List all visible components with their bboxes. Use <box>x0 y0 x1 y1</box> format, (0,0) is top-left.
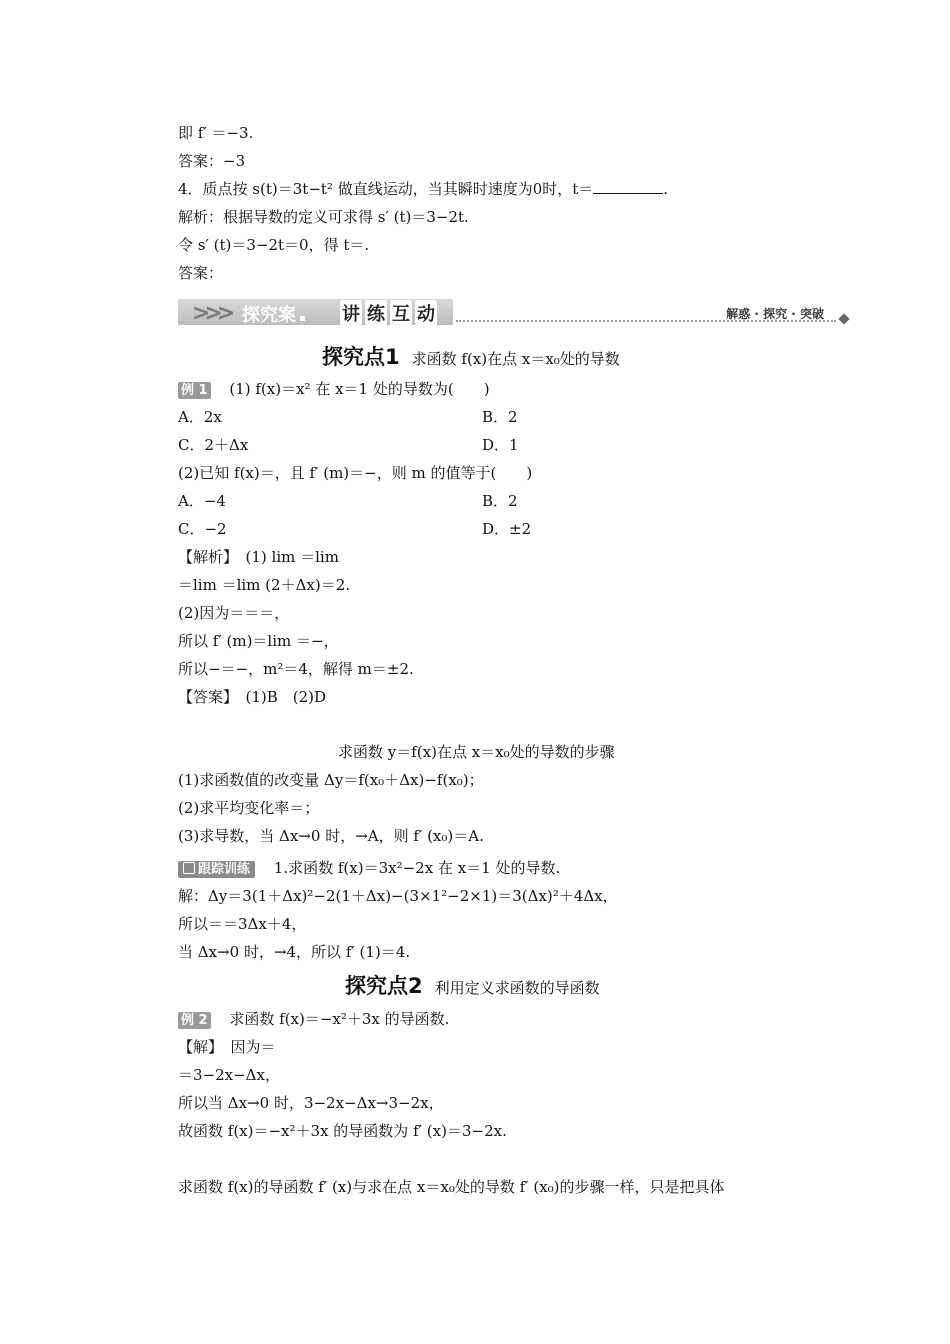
checklist-icon <box>183 862 195 874</box>
analysis-line: 解析：根据导数的定义可求得 s′ (t)＝3−2t. <box>178 208 469 226</box>
tracking-badge-text: 跟踪训练 <box>198 862 251 877</box>
analysis-line: 令 s′ (t)＝3−2t＝0，得 t＝. <box>178 236 370 254</box>
banner-subtitle <box>340 300 440 326</box>
solution-line: ＝3−2x−Δx， <box>178 1066 280 1084</box>
option-d: D．1 <box>482 436 519 454</box>
paragraph-line: 求函数 f(x)的导函数 f′ (x)与求在点 x＝x₀处的导数 f′ (x₀)的步骤一样，只是把具体 <box>178 1178 725 1196</box>
banner-title-text: 探究案 <box>242 305 296 326</box>
option-b: B．2 <box>482 492 518 510</box>
point-heading <box>322 341 620 371</box>
example-badge: 例 1 <box>178 382 211 399</box>
banner-char: 动 <box>415 300 437 326</box>
steps-title: 求函数 y＝f(x)在点 x＝x₀处的导数的步骤 <box>338 743 615 761</box>
option-a: A．−4 <box>178 492 226 510</box>
tracking-badge <box>178 861 255 878</box>
banner-char: 练 <box>365 300 387 326</box>
step-line: (2)求平均变化率＝； <box>178 799 320 817</box>
question-text: (2)已知 f(x)＝，且 f′ (m)＝−，则 m 的值等于( ) <box>178 464 533 482</box>
option-c: C．−2 <box>178 520 227 538</box>
solution-line: 所以＝＝3Δx＋4， <box>178 915 307 933</box>
option-b: B．2 <box>482 408 518 426</box>
example-badge: 例 2 <box>178 1012 211 1029</box>
chevron-icon: >>> <box>192 301 230 326</box>
question-text: (1) f(x)＝x² 在 x＝1 处的导数为( ) <box>229 380 490 398</box>
option-c: C．2＋Δx <box>178 436 249 454</box>
answer-line: 【答案】 (1)B (2)D <box>178 688 327 706</box>
banner-char: 互 <box>390 300 412 326</box>
question-4 <box>178 179 668 199</box>
text-line: 即 f′ ＝−3. <box>178 124 254 142</box>
question-4-text: 4．质点按 s(t)＝3t−t² 做直线运动，当其瞬时速度为0时，t＝ <box>178 180 594 198</box>
point-heading <box>345 970 600 1000</box>
example-1-question <box>178 379 490 399</box>
section-banner <box>178 297 850 327</box>
question-text: 1.求函数 f(x)＝3x²−2x 在 x＝1 处的导数. <box>273 859 561 877</box>
solution-line: 当 Δx→0 时，→4，所以 f′ (1)＝4. <box>178 943 411 961</box>
banner-title <box>242 301 306 327</box>
solution-line: ＝lim ＝lim (2＋Δx)＝2. <box>178 576 351 594</box>
answer-line: 答案： <box>178 264 224 282</box>
option-a: A．2x <box>178 408 222 426</box>
solution-line: 所以当 Δx→0 时，3−2x−Δx→3−2x， <box>178 1094 444 1112</box>
point-label: 探究点1 <box>322 345 400 369</box>
banner-char: 讲 <box>340 300 362 326</box>
step-line: (3)求导数，当 Δx→0 时，→A，则 f′ (x₀)＝A. <box>178 827 484 845</box>
banner-dot: ▪ <box>299 313 306 324</box>
solution-line: 解：Δy＝3(1＋Δx)²−2(1＋Δx)−(3×1²−2×1)＝3(Δx)²＋4Δx， <box>178 887 618 905</box>
solution-line: 所以 f′ (m)＝lim ＝−， <box>178 632 339 650</box>
example-2-question <box>178 1009 449 1029</box>
tracking-question <box>178 858 560 878</box>
solution-line: 【解析】 (1) lim ＝lim <box>178 548 339 566</box>
answer-blank <box>593 179 663 194</box>
question-4-end: . <box>663 180 669 198</box>
solution-line: 故函数 f(x)＝−x²＋3x 的导函数为 f′ (x)＝3−2x. <box>178 1122 507 1140</box>
banner-tagline: 解惑 · 探究 · 突破 <box>726 307 824 321</box>
solution-line: 【解】 因为＝ <box>178 1038 276 1056</box>
solution-line: (2)因为＝＝＝， <box>178 604 290 622</box>
option-d: D．±2 <box>482 520 532 538</box>
question-text: 求函数 f(x)＝−x²＋3x 的导函数. <box>229 1010 450 1028</box>
point-subtitle: 求函数 f(x)在点 x＝x₀处的导数 <box>411 350 620 368</box>
solution-line: 所以−＝−，m²＝4，解得 m＝±2. <box>178 660 414 678</box>
step-line: (1)求函数值的改变量 Δy＝f(x₀＋Δx)−f(x₀)； <box>178 771 484 789</box>
diamond-icon <box>838 313 849 324</box>
answer-line: 答案：−3 <box>178 152 246 170</box>
point-label: 探究点2 <box>345 974 423 998</box>
point-subtitle: 利用定义求函数的导函数 <box>434 979 600 997</box>
